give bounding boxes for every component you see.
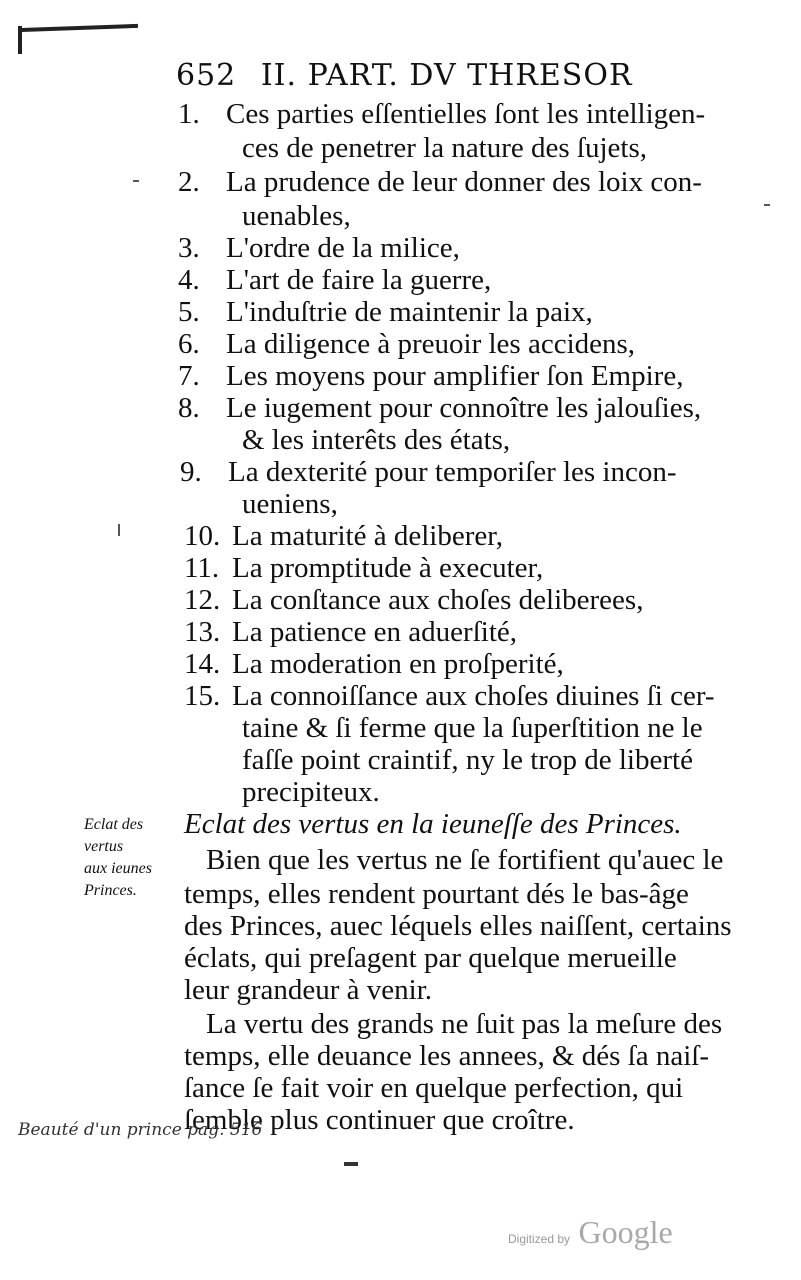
list-item-continuation: ces de penetrer la nature des ſujets, [242, 132, 648, 164]
paragraph-line: La vertu des grands ne ſuit pas la meſure des [206, 1008, 723, 1040]
list-item: 10. La maturité à deliberer, [184, 520, 503, 552]
list-item: 1. Ces parties eſſentielles ſont les intelligen- [178, 98, 706, 130]
running-header [176, 58, 633, 93]
list-item: 7. Les moyens pour amplifier ſon Empire, [178, 360, 684, 392]
paragraph-line: temps, elle deuance les annees, & dés ſa naiſ- [184, 1040, 710, 1072]
list-item: 12. La conſtance aux choſes deliberees, [184, 584, 644, 616]
corner-mark-vertical [18, 26, 22, 54]
section-heading: Eclat des vertus en la ieuneſſe des Princes. [184, 808, 682, 840]
stray-mark [764, 204, 770, 206]
stray-mark [133, 180, 139, 182]
list-item-continuation: & les interêts des états, [242, 424, 511, 456]
paragraph-line: des Princes, auec léquels elles naiſſent, certains [184, 910, 732, 942]
list-item: 13. La patience en aduerſité, [184, 616, 518, 648]
paragraph-line: leur grandeur à venir. [184, 974, 433, 1006]
page-number: 652 [176, 58, 237, 93]
digitized-watermark [508, 1214, 673, 1251]
paragraph-line: temps, elles rendent pourtant dés le bas-âge [184, 878, 689, 910]
list-item: 11. La promptitude à executer, [184, 552, 544, 584]
list-item: 6. La diligence à preuoir les accidens, [178, 328, 636, 360]
corner-mark [18, 24, 138, 32]
running-title: II. PART. DV THRESOR [260, 58, 633, 93]
list-item: 14. La moderation en proſperité, [184, 648, 564, 680]
list-item: 2. La prudence de leur donner des loix con- [178, 166, 702, 198]
print-mark [344, 1162, 358, 1166]
list-item-continuation: uenables, [242, 200, 351, 232]
list-item: 8. Le iugement pour connoître les jalouſies, [178, 392, 702, 424]
list-item-continuation: taine & ſi ferme que la ſuperſtition ne le [242, 712, 703, 744]
margin-note: Eclat des vertus aux ieunes Princes. [84, 816, 152, 899]
list-item: 15. La connoiſſance aux choſes diuines ſi cer- [184, 680, 715, 712]
list-item-continuation: precipiteux. [242, 776, 380, 808]
google-logo: Google [578, 1214, 673, 1250]
paragraph-line: Bien que les vertus ne ſe fortifient qu'auec le [206, 844, 724, 876]
stray-mark [118, 524, 120, 536]
list-item: 5. L'induſtrie de maintenir la paix, [178, 296, 593, 328]
list-item: 4. L'art de faire la guerre, [178, 264, 492, 296]
paragraph-line: éclats, qui preſagent par quelque merueille [184, 942, 677, 974]
list-item-continuation: ueniens, [242, 488, 338, 520]
list-item: 9. La dexterité pour temporiſer les incon- [180, 456, 677, 488]
list-item: 3. L'ordre de la milice, [178, 232, 460, 264]
list-item-continuation: faſſe point craintif, ny le trop de liberté [242, 744, 693, 776]
paragraph-line: ſance ſe fait voir en quelque perfection, qui [184, 1072, 684, 1104]
watermark-prefix: Digitized by [508, 1232, 571, 1246]
handwritten-note: Beauté d'un prince pag. 516 [18, 1120, 263, 1140]
paragraph-line: ſemble plus continuer que croître. [184, 1104, 575, 1136]
